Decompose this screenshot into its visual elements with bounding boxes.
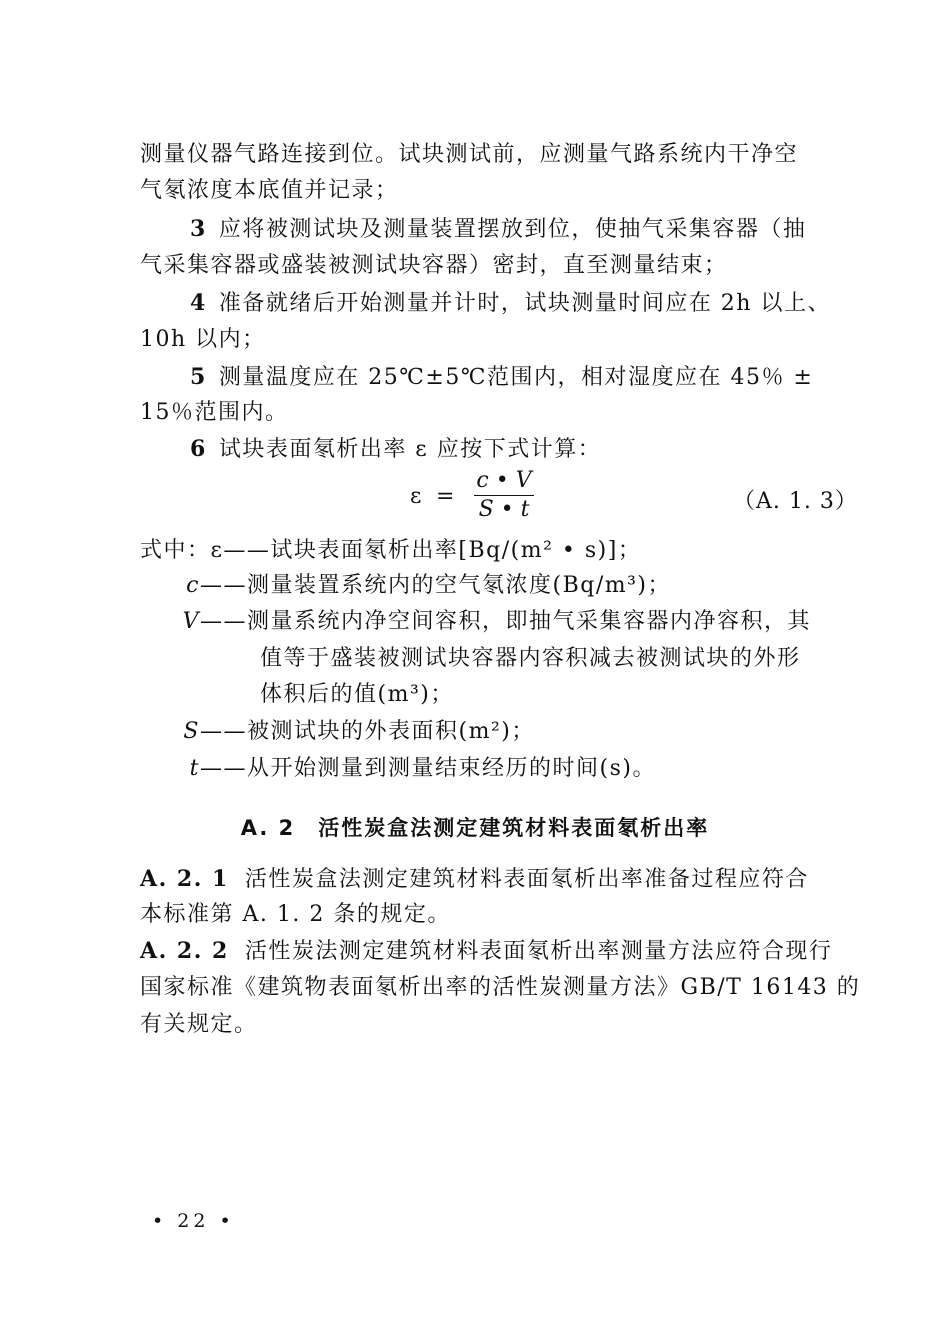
item-text: 准备就绪后开始测量并计时，试块测量时间应在 2h 以上、 [218,291,831,316]
clause-a21-cont: 本标准第 A. 1. 2 条的规定。 [140,902,451,927]
formula-equals: = [436,484,455,509]
clause-a22 [140,936,832,967]
where-v [140,607,811,637]
item-text: 应将被测试块及测量装置摆放到位，使抽气采集容器（抽 [218,217,807,242]
paragraph-line: 测量仪器气路连接到位。试块测试前，应测量气路系统内干净空 [140,142,799,167]
item-3 [190,214,806,245]
item-6 [190,434,601,465]
def-text: ——被测试块的外表面积(m²)； [200,719,535,744]
def-text: ——试块表面氡析出率[Bq/(m² • s)]； [223,538,642,563]
def-text: ——测量装置系统内的空气氡浓度(Bq/m³)； [200,573,672,598]
def-text: ——测量系统内净空间容积，即抽气采集容器内净容积，其 [200,609,812,634]
item-5 [190,362,813,393]
item-3-cont: 气采集容器或盛装被测试块容器）密封，直至测量结束； [140,253,728,278]
clause-number: A. 2. 1 [140,866,229,892]
formula-fraction [474,468,534,523]
section-heading: A. 2 活性炭盒法测定建筑材料表面氡析出率 [240,816,710,840]
formula-lhs: ε [410,484,422,509]
formula-numerator: c • V [476,468,532,493]
item-4-cont: 10h 以内； [140,327,266,352]
fraction-bar [474,495,534,496]
def-symbol: c [186,573,200,598]
def-symbol: V [182,609,200,634]
clause-text: 活性炭法测定建筑材料表面氡析出率测量方法应符合现行 [244,939,833,964]
def-symbol: S [183,719,200,744]
where-c [140,571,671,601]
clause-text: 活性炭盒法测定建筑材料表面氡析出率准备过程应符合 [244,867,809,892]
page-number: • 22 • [152,1210,235,1232]
clause-a22-cont: 有关规定。 [140,1012,258,1037]
clause-a21 [140,864,809,895]
clause-a22-cont: 国家标准《建筑物表面氡析出率的活性炭测量方法》GB/T 16143 的 [140,975,861,1000]
formula-denominator: S • t [478,497,530,522]
where-v-cont: 体积后的值(m³)； [260,682,454,707]
where-t [140,754,656,784]
item-number: 6 [190,436,207,462]
where-v-cont: 值等于盛装被测试块容器内容积减去被测试块的外形 [260,646,801,671]
item-text: 测量温度应在 25℃±5℃范围内，相对湿度应在 45％ ± [218,365,814,390]
item-number: 3 [190,216,207,242]
where-prefix: 式中： [140,538,211,563]
clause-number: A. 2. 2 [140,938,229,964]
formula-number: （A. 1. 3） [733,489,858,514]
item-5-cont: 15％范围内。 [140,400,289,425]
where-eps [140,536,641,566]
where-s [140,717,535,747]
item-number: 4 [190,290,207,316]
item-text: 试块表面氡析出率 ε 应按下式计算： [218,437,602,462]
item-number: 5 [190,364,207,390]
def-text: ——从开始测量到测量结束经历的时间(s)。 [200,756,656,781]
def-symbol: t [189,756,200,781]
item-4 [190,288,831,319]
def-symbol: ε [210,538,224,563]
paragraph-line: 气氡浓度本底值并记录； [140,178,399,203]
